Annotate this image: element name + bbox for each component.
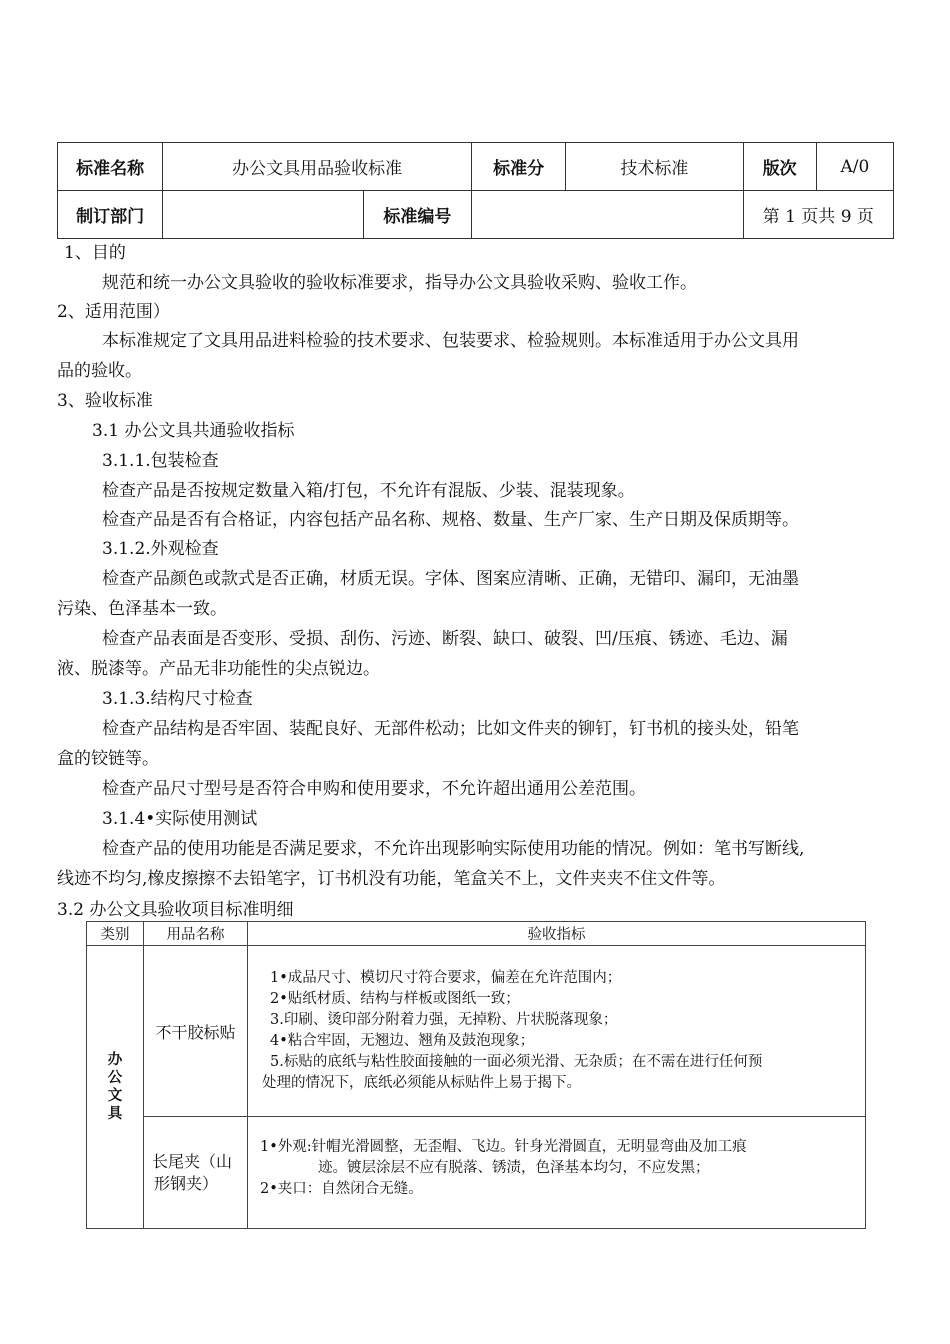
- table-row: [87, 946, 866, 1117]
- section-3-1-2-p2b: 液、脱漆等。产品无非功能性的尖点锐边。: [57, 659, 380, 679]
- item-name-line: 形钢夹）: [154, 1173, 219, 1193]
- std-name-label: 标准名称: [58, 143, 163, 191]
- item-name: [144, 1117, 248, 1229]
- item-name: 不干胶标贴: [144, 946, 248, 1117]
- table-row: [87, 1117, 866, 1229]
- section-3-1-2-title: 3.1.2.外观检查: [102, 539, 219, 559]
- criteria-line: 3.印刷、烫印部分附着力强，无掉粉、片状脱落现象；: [270, 1012, 618, 1028]
- section-3-1-3-p2: 检查产品尺寸型号是否符合申购和使用要求，不允许超出通用公差范围。: [102, 779, 646, 799]
- section-3-1-1-p1: 检查产品是否按规定数量入箱/打包，不允许有混版、少装、混装现象。: [102, 481, 635, 501]
- dept-value: [163, 191, 363, 239]
- section-2-title: 2、适用范围）: [57, 302, 170, 322]
- section-2-text-2: 品的验收。: [57, 361, 142, 381]
- category-char: 公: [107, 1070, 123, 1086]
- criteria-line: 1•外观:针帽光滑圆整，无歪帽、飞边。针身光滑圆直，无明显弯曲及加工痕: [260, 1139, 747, 1155]
- criteria-line: 5.标贴的底纸与粘性胶面接触的一面必须光滑、无杂质；在不需在进行任何预: [270, 1054, 763, 1070]
- criteria-cell: [248, 946, 866, 1117]
- section-3-1-4-title: 3.1.4•实际使用测试: [102, 809, 258, 829]
- std-class-label: 标准分: [471, 143, 565, 191]
- std-name-value: 办公文具用品验收标准: [163, 143, 472, 191]
- section-3-1-2-p2a: 检查产品表面是否变形、受损、刮伤、污迹、断裂、缺口、破裂、凹/压痕、锈迹、毛边、漏: [102, 629, 788, 649]
- category-char: 办: [107, 1052, 123, 1068]
- category-char: 具: [107, 1106, 123, 1122]
- section-3-1-4-p1b: 线迹不均匀,橡皮擦擦不去铅笔字，订书机没有功能，笔盒关不上，文件夹夹不住文件等。: [57, 869, 726, 889]
- col-header-criteria: 验收指标: [248, 922, 866, 946]
- section-3-1-2-p1a: 检查产品颜色或款式是否正确，材质无误。字体、图案应清晰、正确，无错印、漏印，无油墨: [102, 569, 799, 589]
- dept-label: 制订部门: [58, 191, 163, 239]
- section-1-text: 规范和统一办公文具验收的验收标准要求，指导办公文具验收采购、验收工作。: [102, 273, 697, 293]
- header-table: [57, 142, 894, 239]
- item-name-line: 长尾夹（山: [152, 1151, 233, 1171]
- category-cell: [87, 946, 144, 1229]
- criteria-line: 1•成品尺寸、模切尺寸符合要求，偏差在允许范围内；: [270, 970, 622, 986]
- section-3-1-1-title: 3.1.1.包装检查: [102, 451, 219, 471]
- std-no-label: 标准编号: [363, 191, 471, 239]
- section-3-1-3-p1b: 盒的铰链等。: [57, 749, 159, 769]
- section-3-title: 3、验收标准: [57, 391, 153, 411]
- criteria-line: 迹。镀层涂层不应有脱落、锈渍，色泽基本均匀，不应发黑；: [318, 1160, 710, 1176]
- version-label: 版次: [743, 143, 816, 191]
- detail-table: [86, 921, 866, 1229]
- col-header-name: 用品名称: [144, 922, 248, 946]
- section-3-1-3-p1a: 检查产品结构是否牢固、装配良好、无部件松动；比如文件夹的铆钉，钉书机的接头处，铅笔: [102, 719, 799, 739]
- criteria-line: 处理的情况下，底纸必须能从标贴件上易于揭下。: [262, 1075, 581, 1091]
- col-header-category: 类别: [87, 922, 144, 946]
- version-value: A/0: [816, 143, 893, 191]
- section-3-1-2-p1b: 污染、色泽基本一致。: [57, 599, 227, 619]
- std-no-value: [471, 191, 743, 239]
- criteria-line: 2•夹口：自然闭合无缝。: [260, 1181, 423, 1197]
- section-3-1-title: 3.1 办公文具共通验收指标: [92, 421, 295, 441]
- category-char: 文: [107, 1088, 123, 1104]
- section-2-text-1: 本标准规定了文具用品进料检验的技术要求、包装要求、检验规则。本标准适用于办公文具用: [102, 331, 799, 351]
- section-1-title: 1、目的: [64, 243, 126, 263]
- section-3-1-3-title: 3.1.3.结构尺寸检查: [102, 689, 253, 709]
- page-info: 第 1 页共 9 页: [743, 191, 893, 239]
- std-class-value: 技术标准: [566, 143, 743, 191]
- criteria-line: 2•贴纸材质、结构与样板或图纸一致；: [270, 991, 520, 1007]
- section-3-2-title: 3.2 办公文具验收项目标准明细: [57, 900, 294, 920]
- section-3-1-4-p1a: 检查产品的使用功能是否满足要求，不允许出现影响实际使用功能的情况。例如：笔书写断线,: [102, 839, 805, 859]
- criteria-cell: [248, 1117, 866, 1229]
- criteria-line: 4•粘合牢固，无翘边、翘角及鼓泡现象；: [270, 1033, 535, 1049]
- section-3-1-1-p2: 检查产品是否有合格证，内容包括产品名称、规格、数量、生产厂家、生产日期及保质期等。: [102, 510, 799, 530]
